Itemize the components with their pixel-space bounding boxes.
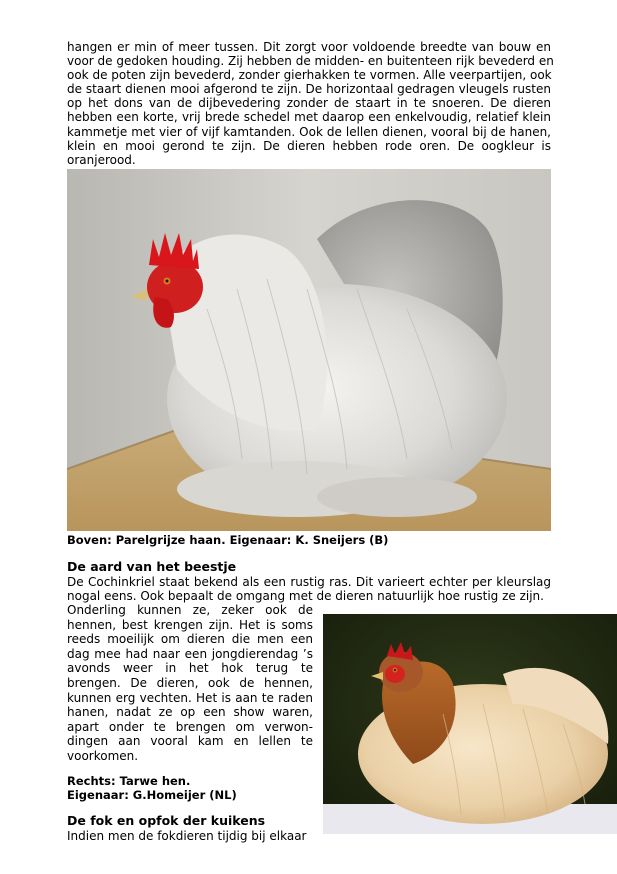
rooster-illustration xyxy=(67,169,551,531)
text-line: oranjerood. xyxy=(67,152,136,167)
intro-paragraph xyxy=(67,40,554,167)
text-line: Onderling kunnen ze, zeker ook de xyxy=(67,603,313,617)
text-line: hangen er min of meer tussen. Dit zorgt voor voldoende breedte van bouw en xyxy=(67,40,551,54)
temperament-intro xyxy=(67,575,551,603)
section-heading-breeding: De fok en opfok der kuikens xyxy=(67,813,266,828)
section-heading-temperament: De aard van het beestje xyxy=(67,559,237,574)
hen-photo xyxy=(323,614,617,834)
text-line: voorkomen. xyxy=(67,748,139,763)
breeding-paragraph: Indien men de fokdieren tijdig bij elkaar xyxy=(67,829,307,843)
text-line: nogal eens. Ook bepaalt de omgang met de dieren natuurlijk hoe rustig ze zijn. xyxy=(67,589,544,604)
text-line: kunnen erg vechten. Het is aan te raden xyxy=(67,690,313,705)
text-line: de staart dienen mooi afgerond te zijn. De horizontaal gedragen vleugels rusten xyxy=(67,82,551,97)
text-line: apart onder te brengen om verwon- xyxy=(67,719,313,734)
text-line: klein en mooi gerond te zijn. De dieren hebben rode oren. De oogkleur is xyxy=(67,138,551,153)
text-line: brengen. De dieren, ook de hennen, xyxy=(67,675,313,690)
text-line: voor de gedoken houding. Zij hebben de midden- en buitenteen rijk bevederd en xyxy=(67,54,554,69)
text-line: kammetje met vier of vijf kamtanden. Ook de lellen dienen, vooral bij de hanen, xyxy=(67,124,551,139)
hen-caption-line: Rechts: Tarwe hen. xyxy=(67,774,191,788)
text-line: op het dons van de dijbevedering zonder de staart in te snoeren. De dieren xyxy=(67,96,551,111)
text-line: hanen, nadat ze op een show waren, xyxy=(67,705,313,720)
text-line: ook de poten zijn bevederd, zonder gierhakken te vormen. Alle veerpartijen, ook xyxy=(67,68,552,83)
temperament-column xyxy=(67,603,313,764)
hen-caption-line: Eigenaar: G.Homeijer (NL) xyxy=(67,788,237,802)
text-line: avonds weer in het hok terug te xyxy=(67,661,313,676)
hen-illustration xyxy=(323,614,617,834)
hen-caption xyxy=(67,774,237,802)
rooster-caption: Boven: Parelgrijze haan. Eigenaar: K. Sneijers (B) xyxy=(67,533,389,547)
text-line: hennen, best krengen zijn. Het is soms xyxy=(67,617,313,632)
text-line: De Cochinkriel staat bekend als een rustig ras. Dit varieert echter per kleurslag xyxy=(67,575,551,589)
text-line: hebben een korte, vrij brede schedel met daarop een enkelvoudig, relatief klein xyxy=(67,110,551,125)
rooster-photo xyxy=(67,169,551,531)
text-line: dingen aan vooral kam en lellen te xyxy=(67,734,313,749)
text-line: dag mee had naar een jongdierendag ’s xyxy=(67,646,313,661)
text-line: reeds moeilijk om dieren die men een xyxy=(67,632,313,647)
